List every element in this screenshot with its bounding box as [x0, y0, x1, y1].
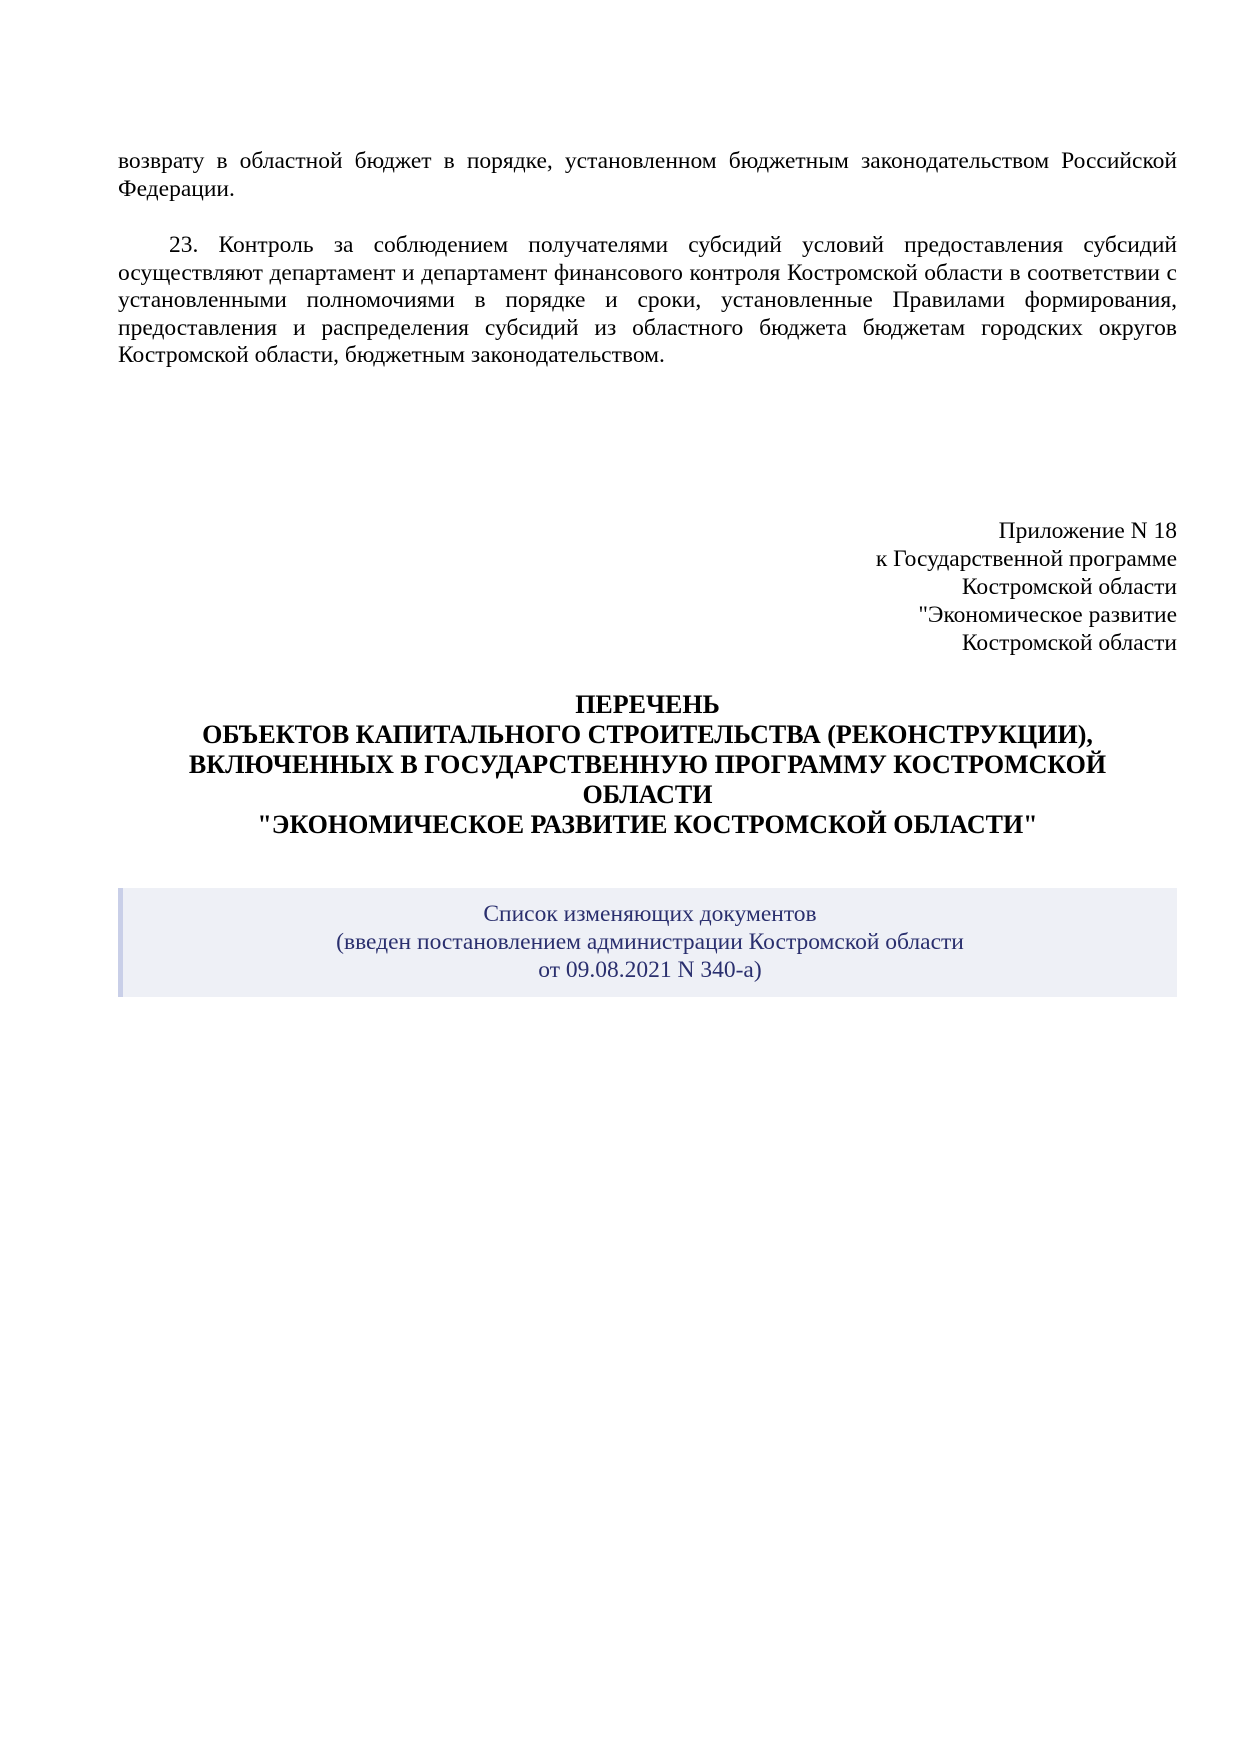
- appendix-line: Приложение N 18: [998, 518, 1177, 544]
- title-line: ВКЛЮЧЕННЫХ В ГОСУДАРСТВЕННУЮ ПРОГРАММУ КОСТРОМСКОЙ: [188, 750, 1107, 779]
- title-line: ОБЪЕКТОВ КАПИТАЛЬНОГО СТРОИТЕЛЬСТВА (РЕКОНСТРУКЦИИ),: [202, 720, 1093, 749]
- changes-line: (введен постановлением администрации Костромской области: [336, 929, 964, 955]
- paragraph-23: 23. Контроль за соблюдением получателями субсидий условий предоставления субсидий осуществляют департамент и департамент финансового контроля Костромской области в соответствии с установленными полномочиями в порядке и сроки, установленные Правилами формирования, предоставления и распределения субсидий из областного бюджета бюджетам городских округов Костромской области, бюджетным законодательством.: [118, 232, 1177, 368]
- title-line: ПЕРЕЧЕНЬ: [575, 690, 720, 719]
- amending-documents-box: [118, 888, 1177, 997]
- title-line: ОБЛАСТИ: [582, 780, 713, 809]
- changes-line: от 09.08.2021 N 340-а): [538, 957, 762, 983]
- appendix-line: Костромской области: [961, 574, 1177, 600]
- paragraph-continuation: возврату в областной бюджет в порядке, установленном бюджетным законодательством Российской Федерации.: [118, 148, 1177, 202]
- appendix-line: "Экономическое развитие: [918, 602, 1177, 628]
- body-text: [118, 148, 1177, 370]
- appendix-header: [677, 517, 1177, 657]
- changes-heading: Список изменяющих документов: [483, 901, 817, 927]
- document-title: [118, 690, 1177, 840]
- appendix-line: Костромской области: [961, 630, 1177, 656]
- title-line: "ЭКОНОМИЧЕСКОЕ РАЗВИТИЕ КОСТРОМСКОЙ ОБЛАСТИ": [257, 810, 1038, 839]
- appendix-line: к Государственной программе: [875, 546, 1177, 572]
